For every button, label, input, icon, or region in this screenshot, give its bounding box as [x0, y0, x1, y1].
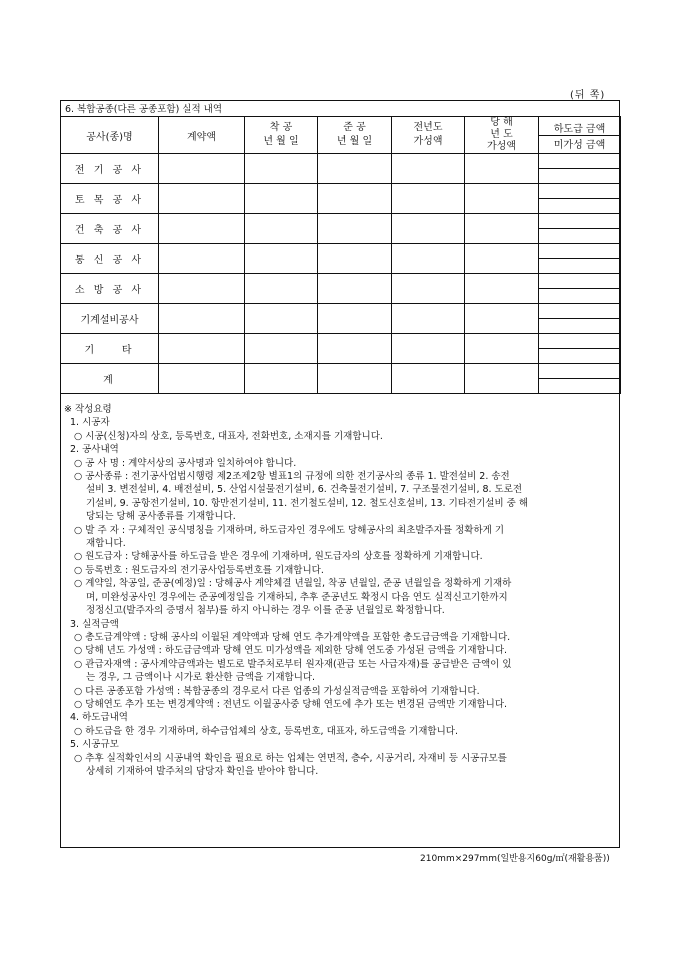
performance-table: [60, 116, 621, 394]
cell: [245, 244, 318, 274]
header-prev-line2: 가성액: [413, 136, 443, 147]
notes-item: ○ 추후 실적확인서의 시공내역 확인을 필요로 하는 업체는 연면적, 층수, 시공거리, 자재비 등 시공규모를: [74, 752, 507, 764]
header-row: [61, 117, 621, 154]
table-row: [61, 184, 621, 214]
header-contract: 계약액: [159, 117, 245, 154]
cell: [465, 244, 539, 274]
cell: [159, 274, 245, 304]
notes-item: ○ 계약일, 착공일, 준공(예정)일 : 당해공사 계약체결 년월일, 착공 년월일, 준공 년월일을 정확하게 기재하: [74, 578, 512, 590]
cell: [159, 154, 245, 184]
row-label-total: 계: [61, 364, 159, 394]
header-complete-line2: 년 월 일: [336, 136, 373, 147]
paper-size-note: 210mm×297mm(일반용지60g/㎡(재활용품)): [420, 854, 610, 864]
notes-heading: 5. 시공규모: [70, 739, 119, 751]
cell: [318, 334, 392, 364]
cell: [245, 304, 318, 334]
notes-item: ○ 총도급계약액 : 당해 공사의 이월된 계약액과 당해 연도 추가계약액을 포함한 총도급금액을 기재합니다.: [74, 631, 511, 643]
header-complete: [318, 117, 392, 154]
row-label: 소 방 공 사: [61, 274, 159, 304]
cell: [245, 214, 318, 244]
cell: [392, 214, 465, 244]
notes-item-cont: 기설비, 9. 공항전기설비, 10. 항만전기설비, 11. 전기철도설비, 12. 철도신호설비, 13. 기타전기설비 중 해: [86, 497, 529, 509]
header-prev-line1: 전년도: [413, 122, 443, 133]
notes-item: ○ 원도급자 : 당해공사를 하도급을 받은 경우에 기재하며, 원도급자의 상호를 정확하게 기재합니다.: [74, 551, 483, 563]
amount-cell: [539, 184, 621, 214]
notes-heading: 2. 공사내역: [70, 444, 119, 456]
notes-heading: 3. 실적금액: [70, 618, 119, 630]
amount-cell: [539, 304, 621, 334]
notes-item: ○ 당해연도 추가 또는 변경계약액 : 전년도 이월공사중 당해 연도에 추가 또는 변경된 금액만 기재합니다.: [74, 698, 508, 710]
row-label: 기 타: [61, 334, 159, 364]
cell: [392, 334, 465, 364]
row-label: 기계설비공사: [61, 304, 159, 334]
notes-item-cont: 며, 미완성공사인 경우에는 준공예정일을 기재하되, 추후 준공년도 확정시 다음 연도 실적신고기한까지: [86, 591, 508, 603]
header-start-line1: 착 공: [269, 122, 293, 133]
cell: [245, 334, 318, 364]
header-current-line3: 가성액: [487, 141, 516, 152]
table-row: [61, 244, 621, 274]
cell: [159, 364, 245, 394]
cell: [392, 364, 465, 394]
table-row: [61, 154, 621, 184]
cell: [245, 184, 318, 214]
header-amounts: [539, 117, 621, 154]
notes-item: ○ 공사종류 : 전기공사업법시행령 제2조제2항 별표1의 규정에 의한 전기공사의 종류 1. 발전설비 2. 송전: [74, 471, 510, 483]
cell: [159, 334, 245, 364]
row-label: 통 신 공 사: [61, 244, 159, 274]
notes-item: ○ 발 주 자 : 구체적인 공식명칭을 기재하며, 하도급자인 경우에도 당해공사의 최초발주자를 정확하게 기: [74, 524, 505, 536]
cell: [465, 334, 539, 364]
notes-item: ○ 다른 공종포함 가성액 : 복합공종의 경우로서 다른 업종의 가성실적금액을 포함하여 기재합니다.: [74, 685, 480, 697]
cell: [159, 304, 245, 334]
cell: [318, 154, 392, 184]
amount-cell: [539, 334, 621, 364]
cell: [245, 364, 318, 394]
cell: [245, 274, 318, 304]
notes-heading: 4. 하도급내역: [70, 712, 128, 724]
row-label: 건 축 공 사: [61, 214, 159, 244]
cell: [392, 154, 465, 184]
header-prev-year: [392, 117, 465, 154]
notes-item-cont: 정정신고(발주자의 증명서 첨부)를 하지 아니하는 경우 이를 준공 년월일로 확정합니다.: [86, 605, 445, 617]
cell: [465, 214, 539, 244]
notes-item: ○ 관급자재액 : 공사계약금액과는 별도로 발주처로부터 원자재(관급 또는 사급자재)를 공급받은 금액이 있: [74, 658, 512, 670]
cell: [159, 184, 245, 214]
header-current-line1: 당 해: [490, 117, 513, 128]
cell: [318, 304, 392, 334]
cell: [159, 244, 245, 274]
header-start: [245, 117, 318, 154]
header-unfinished: 미가성 금액: [553, 139, 606, 151]
cell: [245, 154, 318, 184]
amount-cell: [539, 214, 621, 244]
amount-cell: [539, 364, 621, 394]
header-current: [465, 117, 539, 154]
amount-cell: [539, 244, 621, 274]
cell: [465, 274, 539, 304]
table-row-total: [61, 364, 621, 394]
notes-item: ○ 시공(신청)자의 상호, 등록번호, 대표자, 전화번호, 소재지를 기재합니다.: [74, 430, 383, 442]
header-complete-line1: 준 공: [343, 122, 366, 133]
back-page-label: (뒤 쪽): [570, 90, 606, 101]
notes-item-cont: 설비 3. 변전설비, 4. 배전설비, 5. 산업시설물전기설비, 6. 건축물전기설비, 7. 구조물전기설비, 8. 도로전: [86, 484, 523, 496]
notes-item: ○ 당해 년도 가성액 : 하도급금액과 당해 연도 미가성액을 제외한 당해 연도중 가성된 금액을 기재합니다.: [74, 645, 508, 657]
row-label: 전 기 공 사: [61, 154, 159, 184]
header-name: 공사(종)명: [61, 117, 159, 154]
notes-title: ※ 작성요령: [64, 404, 112, 415]
cell: [392, 304, 465, 334]
cell: [318, 244, 392, 274]
cell: [159, 214, 245, 244]
table-row: [61, 274, 621, 304]
cell: [465, 184, 539, 214]
cell: [465, 364, 539, 394]
notes-item: ○ 공 사 명 : 계약서상의 공사명과 일치하여야 합니다.: [74, 457, 297, 469]
cell: [465, 154, 539, 184]
cell: [392, 274, 465, 304]
instructions: [64, 403, 616, 778]
section-title: 6. 복합공종(다른 공종포함) 실적 내역: [65, 104, 223, 115]
amount-cell: [539, 274, 621, 304]
cell: [318, 184, 392, 214]
cell: [318, 274, 392, 304]
cell: [465, 304, 539, 334]
row-label: 토 목 공 사: [61, 184, 159, 214]
cell: [392, 184, 465, 214]
notes-item: ○ 하도급을 한 경우 기재하며, 하수급업체의 상호, 등록번호, 대표자, 하도급액을 기재합니다.: [74, 725, 458, 737]
header-subcontract: 하도급 금액: [539, 120, 620, 136]
cell: [392, 244, 465, 274]
notes-item: ○ 등록번호 : 원도급자의 전기공사업등록번호를 기재합니다.: [74, 564, 324, 576]
table-row: [61, 214, 621, 244]
table-row: [61, 304, 621, 334]
notes-item-cont: 는 경우, 그 금액이나 시가로 환산한 금액을 기재합니다.: [86, 672, 316, 684]
cell: [318, 364, 392, 394]
header-current-line2: 년 도: [490, 129, 513, 140]
notes-item-cont: 재합니다.: [86, 538, 126, 550]
amount-cell: [539, 154, 621, 184]
notes-heading: 1. 시공자: [70, 417, 110, 429]
cell: [318, 214, 392, 244]
notes-item-cont: 상세히 기재하여 발주처의 담당자 확인을 받아야 합니다.: [86, 765, 319, 777]
notes-item-cont: 당되는 당해 공사종류를 기재합니다.: [86, 511, 236, 523]
table-row: [61, 334, 621, 364]
header-start-line2: 년 월 일: [263, 136, 299, 147]
